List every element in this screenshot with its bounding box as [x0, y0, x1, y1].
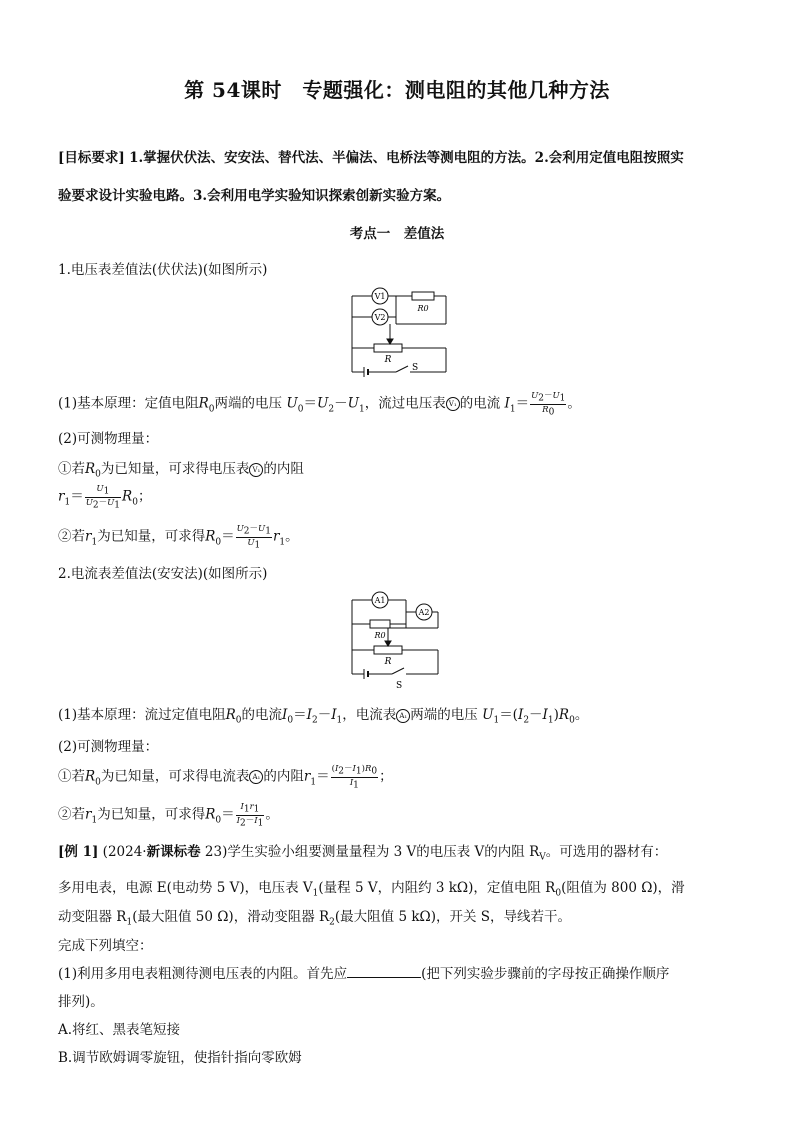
example-line3-sub2: 2	[329, 917, 335, 928]
m2-principle-mid3: 两端的电压	[410, 707, 478, 723]
m2-case1-prefix: ①若	[58, 768, 85, 785]
r-label: R	[384, 657, 392, 667]
v1-label: V1	[374, 292, 386, 301]
goal-line-2: 验要求设计实验电路。3.会利用电学实验知识探索创新实验方案。	[58, 188, 451, 204]
circuit-diagram-ammeter	[340, 588, 450, 692]
goal-text-1: 1.掌握伏伏法、安安法、替代法、半偏法、电桥法等测电阻的方法。2.会利用定值电阻按照实	[129, 150, 684, 166]
m1-case1-formula: $r_1=$ $\frac{U_1}{U_2-U_1}$ $R_0$；	[58, 484, 152, 511]
section-heading: 考点一 差值法	[349, 226, 445, 242]
m1-case2-text: 为已知量，可求得	[97, 528, 206, 545]
page-title: 第 54课时 专题强化：测电阻的其他几种方法	[184, 78, 610, 102]
example-source-num: 23)	[204, 844, 228, 860]
a2-label: A2	[418, 608, 430, 617]
r-label: R	[384, 355, 392, 365]
ammeter-a1-icon: A₁	[396, 709, 410, 723]
method1-heading: 1.电压表差值法(伏伏法)(如图所示)	[58, 262, 268, 278]
m1-principle: (1)基本原理：定值电阻$R_0$两端的电压 $U_0=U_2-U_1$，流过电压表 V₁ 的电流 $I_1=$ $\frac{U_2-U_1}{R_0}$ 。	[58, 391, 581, 418]
m2-case2: ②若$r_1$为已知量，可求得$R_0=$ $\frac{I_1r_1}{I_2-I_1}$ 。	[58, 802, 279, 829]
example-line2-sub1: 1	[312, 888, 319, 899]
option-a: A.将红、黑表笔短接	[58, 1022, 181, 1038]
example-line2-mid: (量程 5 V，内阻约 3 kΩ)，定值电阻 R	[318, 880, 556, 896]
m2-measurable: (2)可测物理量：	[58, 739, 159, 755]
example-line1-sub: V	[539, 852, 546, 863]
m2-case2-prefix: ②若	[58, 806, 85, 823]
example-line-4: 完成下列填空：	[58, 938, 153, 954]
method2-heading: 2.电流表差值法(安安法)(如图所示)	[58, 566, 268, 582]
m2-case1-text: 为已知量，可求得电流表	[100, 768, 250, 785]
voltmeter-v1-icon: V₁	[249, 463, 263, 477]
example-line2-sub2: 0	[555, 888, 562, 899]
m2-principle-prefix: (1)基本原理：流过定值电阻	[58, 707, 226, 723]
m1-case1-prefix: ①若	[58, 461, 85, 477]
m2-principle-mid2: ，电流表	[342, 707, 397, 723]
goal-tag: [目标要求]	[58, 150, 125, 166]
example-line2-end: (阻值为 800 Ω)，滑	[561, 880, 685, 896]
a1-label: A1	[374, 596, 386, 605]
m1-principle-prefix: (1)基本原理：定值电阻	[58, 395, 199, 412]
question-1-suffix: (把下列实验步骤前的字母按正确操作顺序	[421, 966, 670, 982]
m1-case1-suffix: 的内阻	[263, 461, 304, 477]
r0-label: R0	[417, 304, 429, 313]
example-line3-sub1: 1	[126, 917, 133, 928]
m1-case1: ①若$R_0$为已知量，可求得电压表 V₁ 的内阻	[58, 461, 304, 480]
circuit-diagram-voltmeter	[330, 284, 470, 384]
m2-principle-mid: 的电流	[241, 707, 283, 723]
question-1-prefix: (1)利用多用电表粗测待测电压表的内阻。首先应	[58, 966, 348, 982]
m1-principle-mid2: ，流过电压表	[364, 395, 446, 412]
ammeter-a1-icon: A₁	[249, 770, 263, 784]
example-source-year: (2024·	[102, 844, 147, 860]
m1-principle-mid: 两端的电压	[214, 395, 283, 412]
m2-case1-suffix: 的内阻	[263, 768, 304, 785]
example-source-name: 新课标卷	[146, 844, 201, 860]
m2-case1: ①若$R_0$为已知量，可求得电流表 A₁ 的内阻$r_1=$ $\frac{(I_2-I_1)R_0}{I_1}$ ；	[58, 764, 393, 791]
m1-case2-prefix: ②若	[58, 528, 85, 545]
switch-label: S	[412, 363, 419, 373]
example-line3-text: 动变阻器 R	[58, 909, 127, 925]
example-line-1	[58, 840, 667, 863]
answer-blank[interactable]	[347, 965, 421, 978]
m1-case2: ②若$r_1$为已知量，可求得$R_0=$ $\frac{U_2-U_1}{U_1}$ $r_1$。	[58, 524, 299, 551]
example-line-3	[58, 905, 571, 928]
m1-measurable: (2)可测物理量：	[58, 431, 159, 447]
question-1-line-2: 排列)。	[58, 994, 104, 1010]
example-line2-text: 多用电表，电源 E(电动势 5 V)，电压表 V	[58, 880, 313, 896]
voltmeter-v1-icon: V₁	[446, 397, 460, 411]
question-1	[58, 962, 669, 982]
m2-principle: (1)基本原理：流过定值电阻$R_0$的电流$I_0=I_2-I_1$，电流表 A₁ 两端的电压 $U_1=(I_2-I_1)R_0$。	[58, 707, 589, 726]
example-line3-mid: (最大阻值 50 Ω)，滑动变阻器 R	[132, 909, 330, 925]
m1-case1-text: 为已知量，可求得电压表	[100, 461, 250, 477]
r0-label: R0	[374, 631, 386, 640]
option-b: B.调节欧姆调零旋钮，使指针指向零欧姆	[58, 1050, 302, 1066]
m2-case2-text: 为已知量，可求得	[97, 806, 206, 823]
example-line1-end: 。可选用的器材有：	[545, 844, 668, 860]
goal-line-1	[58, 146, 684, 166]
example-line1-text: 学生实验小组要测量量程为 3 V的电压表 V的内阻 R	[227, 844, 540, 860]
example-line3-end: (最大阻值 5 kΩ)，开关 S，导线若干。	[334, 909, 572, 925]
example-tag: [例 1]	[58, 844, 99, 860]
v2-label: V2	[374, 313, 386, 322]
m1-principle-mid3: 的电流	[459, 395, 501, 412]
example-line-2	[58, 876, 685, 899]
switch-label: S	[396, 681, 403, 691]
